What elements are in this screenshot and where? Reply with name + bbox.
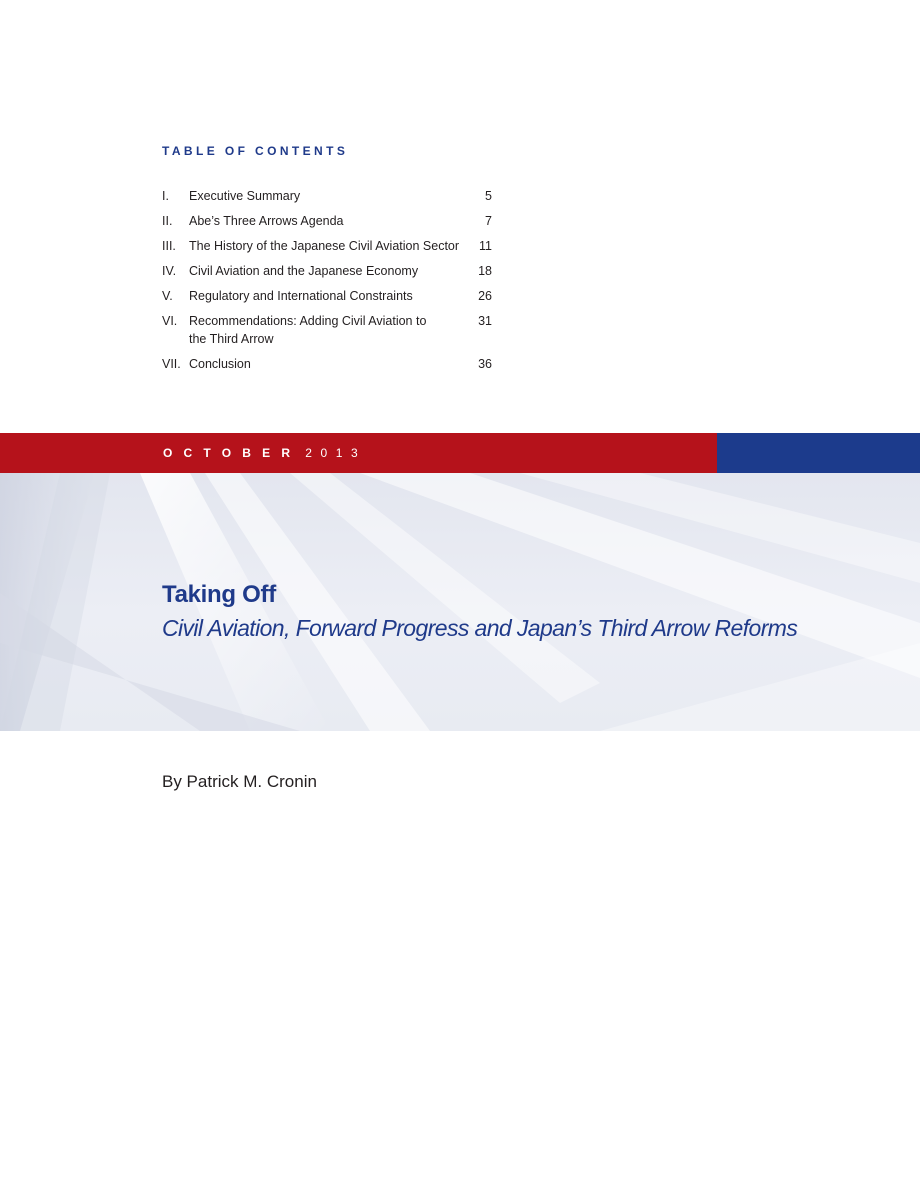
author-byline: By Patrick M. Cronin [162, 772, 317, 791]
toc-entry-page: 11 [479, 239, 492, 253]
toc-entry-page: 36 [478, 357, 492, 371]
publication-month: OCTOBER [163, 446, 302, 460]
toc-entry-title: The History of the Japanese Civil Aviation Sector [189, 239, 460, 253]
toc-entry[interactable] [162, 262, 492, 280]
toc-entry-title: Regulatory and International Constraints [189, 289, 413, 303]
toc-entry[interactable] [162, 187, 492, 205]
toc-entry-page: 26 [478, 289, 492, 303]
toc-entry-number: VI. [162, 314, 178, 328]
report-title: Taking Off [162, 581, 276, 608]
toc-entry-number: III. [162, 239, 176, 253]
toc-entry[interactable] [162, 287, 492, 305]
toc-entry-number: I. [162, 189, 169, 203]
toc-entry[interactable] [162, 212, 492, 230]
toc-entry-number: IV. [162, 264, 177, 278]
toc-entry-page: 18 [478, 264, 492, 278]
title-banner [0, 473, 920, 731]
toc-entry[interactable] [162, 237, 492, 255]
report-title-block [162, 580, 902, 644]
toc-entry[interactable] [162, 355, 492, 373]
toc-entry-number: VII. [162, 357, 181, 371]
toc-entry-page: 7 [485, 214, 492, 228]
toc-list [162, 187, 492, 373]
toc-entry-page: 31 [478, 314, 492, 328]
publication-year: 2013 [305, 446, 367, 460]
publication-date [163, 446, 366, 460]
blue-band-segment [717, 433, 920, 473]
report-subtitle: Civil Aviation, Forward Progress and Japan’s Third Arrow Reforms [162, 615, 798, 641]
toc-entry-title: Executive Summary [189, 189, 301, 203]
toc-entry-title: Abe’s Three Arrows Agenda [189, 214, 344, 228]
toc-entry-number: II. [162, 214, 173, 228]
table-of-contents [162, 144, 492, 380]
toc-entry[interactable] [162, 312, 492, 348]
toc-entry-page: 5 [485, 189, 492, 203]
toc-entry-title: Conclusion [189, 357, 251, 371]
date-band [0, 433, 920, 473]
toc-heading: TABLE OF CONTENTS [162, 144, 349, 158]
toc-entry-number: V. [162, 289, 173, 303]
toc-entry-title: Civil Aviation and the Japanese Economy [189, 264, 419, 278]
toc-entry-title: Recommendations: Adding Civil Aviation to the Third Arrow [189, 314, 427, 346]
